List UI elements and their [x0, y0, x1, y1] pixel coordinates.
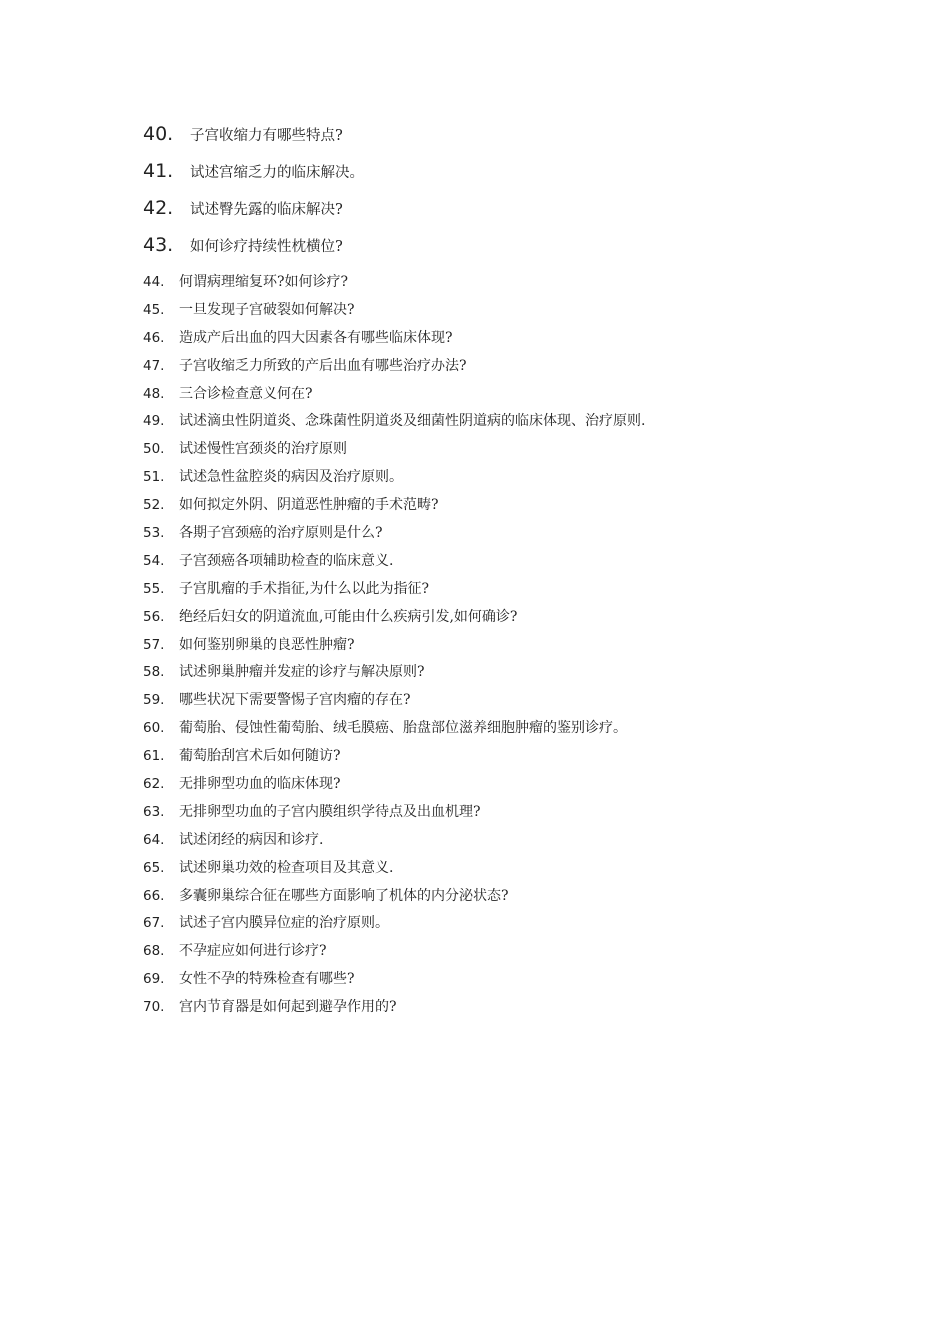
item-text: 葡萄胎刮宫术后如何随访?: [179, 748, 341, 765]
question-list: [143, 271, 913, 1024]
item-text: 子宫收缩乏力所致的产后出血有哪些治疗办法?: [179, 357, 467, 374]
item-number: 56.: [143, 608, 165, 625]
list-item: [143, 466, 913, 494]
item-text: 各期子宫颈癌的治疗原则是什么?: [179, 525, 383, 542]
list-item: [143, 522, 913, 550]
item-number: 68.: [143, 943, 165, 960]
item-number: 46.: [143, 329, 165, 346]
item-text: 试述卵巢肿瘤并发症的诊疗与解决原则?: [179, 664, 425, 681]
item-number: 55.: [143, 580, 165, 597]
list-item: [143, 661, 913, 689]
item-number: 42.: [143, 197, 174, 219]
list-item: [143, 578, 913, 606]
item-text: 如何诊疗持续性枕横位?: [190, 239, 343, 255]
item-number: 51.: [143, 469, 165, 486]
item-number: 54.: [143, 552, 165, 569]
item-text: 绝经后妇女的阴道流血,可能由什么疾病引发,如何确诊?: [179, 608, 518, 625]
item-number: 66.: [143, 887, 165, 904]
question-list-large: [143, 123, 903, 271]
item-number: 48.: [143, 385, 165, 402]
item-number: 62.: [143, 776, 165, 793]
item-text: 如何拟定外阴、阴道恶性肿瘤的手术范畴?: [179, 497, 439, 514]
list-item: [143, 745, 913, 773]
item-number: 59.: [143, 692, 165, 709]
item-text: 试述闭经的病因和诊疗.: [179, 831, 324, 848]
item-number: 60.: [143, 720, 165, 737]
item-number: 40.: [143, 123, 174, 145]
item-number: 57.: [143, 636, 165, 653]
list-item: [143, 438, 913, 466]
item-number: 52.: [143, 497, 165, 514]
item-number: 45.: [143, 301, 165, 318]
item-text: 试述卵巢功效的检查项目及其意义.: [179, 859, 394, 876]
list-item: [143, 996, 913, 1024]
item-text: 三合诊检查意义何在?: [179, 385, 313, 402]
list-item: [143, 355, 913, 383]
item-text: 女性不孕的特殊检查有哪些?: [179, 971, 355, 988]
item-text: 试述臀先露的临床解决?: [190, 202, 343, 218]
item-text: 宫内节育器是如何起到避孕作用的?: [179, 999, 397, 1016]
list-item: [143, 968, 913, 996]
item-number: 69.: [143, 971, 165, 988]
list-item: [143, 299, 913, 327]
item-number: 43.: [143, 234, 174, 256]
list-item: [143, 550, 913, 578]
list-item: [143, 829, 913, 857]
item-text: 哪些状况下需要警惕子宫肉瘤的存在?: [179, 692, 411, 709]
item-text: 子宫颈癌各项辅助检查的临床意义.: [179, 552, 394, 569]
item-text: 试述急性盆腔炎的病因及治疗原则。: [179, 469, 403, 486]
item-text: 试述滴虫性阴道炎、念珠菌性阴道炎及细菌性阴道病的临床体现、治疗原则.: [179, 413, 646, 430]
item-number: 58.: [143, 664, 165, 681]
item-number: 70.: [143, 999, 165, 1016]
list-item: [143, 383, 913, 411]
list-item: [143, 410, 913, 438]
item-number: 67.: [143, 915, 165, 932]
item-text: 试述慢性宫颈炎的治疗原则: [179, 441, 347, 458]
item-number: 47.: [143, 357, 165, 374]
item-text: 子宫收缩力有哪些特点?: [190, 128, 343, 144]
item-number: 64.: [143, 831, 165, 848]
item-text: 试述子宫内膜异位症的治疗原则。: [179, 915, 389, 932]
list-item: [143, 717, 913, 745]
list-item: [143, 197, 903, 234]
list-item: [143, 634, 913, 662]
item-number: 49.: [143, 413, 165, 430]
item-text: 造成产后出血的四大因素各有哪些临床体现?: [179, 329, 453, 346]
list-item: [143, 234, 903, 271]
list-item: [143, 606, 913, 634]
list-item: [143, 912, 913, 940]
list-item: [143, 494, 913, 522]
item-text: 葡萄胎、侵蚀性葡萄胎、绒毛膜癌、胎盘部位滋养细胞肿瘤的鉴别诊疗。: [179, 720, 627, 737]
list-item: [143, 123, 903, 160]
item-text: 多囊卵巢综合征在哪些方面影响了机体的内分泌状态?: [179, 887, 509, 904]
list-item: [143, 773, 913, 801]
item-text: 无排卵型功血的临床体现?: [179, 776, 341, 793]
list-item: [143, 885, 913, 913]
item-number: 63.: [143, 803, 165, 820]
item-number: 44.: [143, 274, 165, 290]
list-item: [143, 271, 913, 299]
item-number: 41.: [143, 160, 174, 182]
item-text: 不孕症应如何进行诊疗?: [179, 943, 327, 960]
item-number: 50.: [143, 441, 165, 458]
list-item: [143, 160, 903, 197]
list-item: [143, 801, 913, 829]
list-item: [143, 327, 913, 355]
item-number: 53.: [143, 525, 165, 542]
item-number: 61.: [143, 748, 165, 765]
item-text: 试述宫缩乏力的临床解决。: [190, 165, 364, 181]
item-number: 65.: [143, 859, 165, 876]
item-text: 一旦发现子宫破裂如何解决?: [179, 301, 355, 318]
list-item: [143, 940, 913, 968]
item-text: 子宫肌瘤的手术指征,为什么以此为指征?: [179, 580, 429, 597]
list-item: [143, 689, 913, 717]
list-item: [143, 857, 913, 885]
item-text: 何谓病理缩复环?如何诊疗?: [179, 274, 349, 290]
item-text: 无排卵型功血的子宫内膜组织学待点及出血机理?: [179, 803, 481, 820]
item-text: 如何鉴别卵巢的良恶性肿瘤?: [179, 636, 355, 653]
